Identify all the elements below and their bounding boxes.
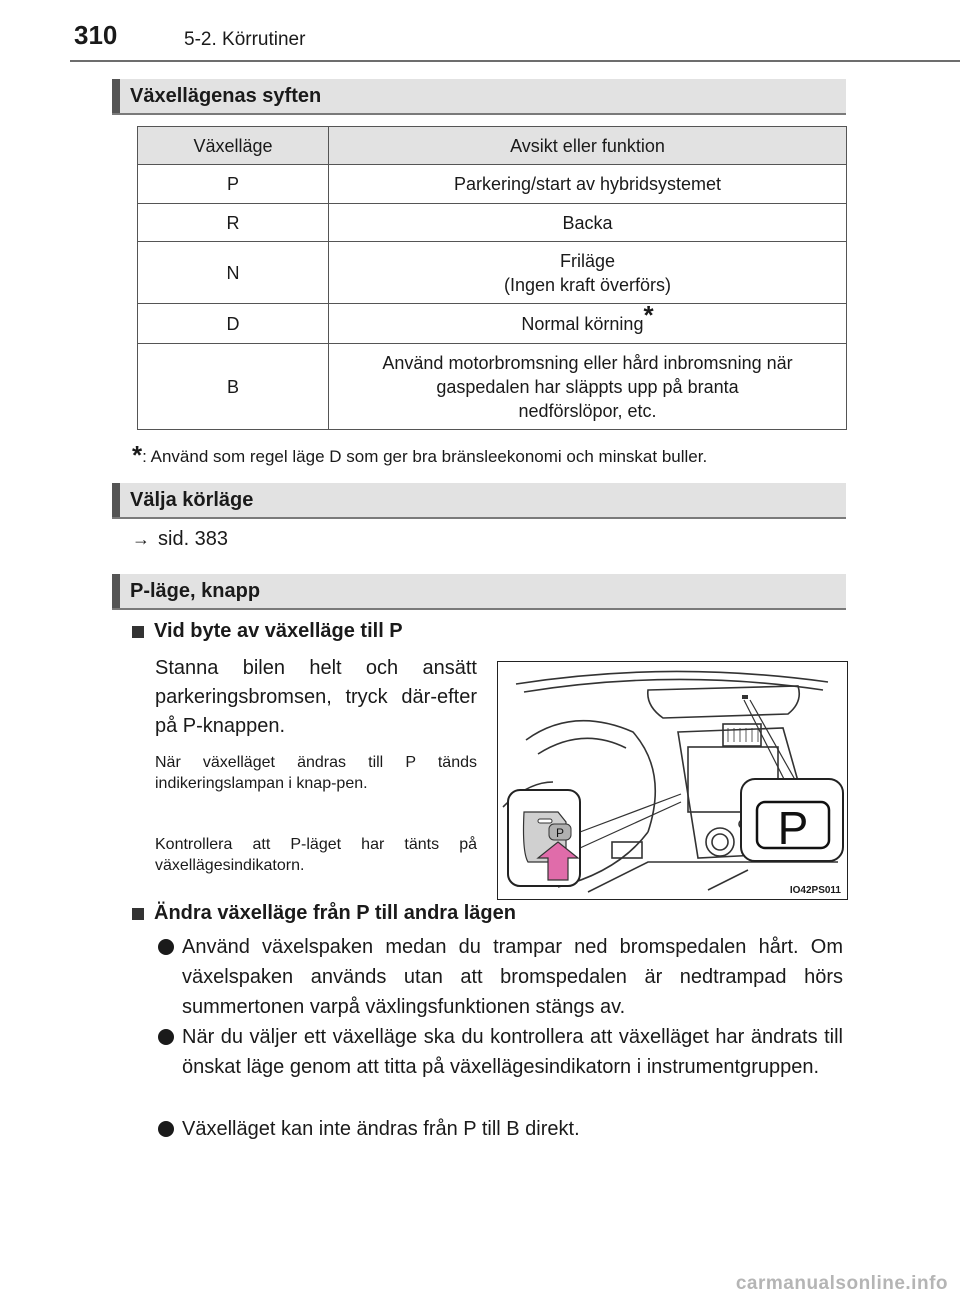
table-header-purpose: Avsikt eller funktion	[329, 127, 847, 165]
section-bar	[112, 79, 120, 113]
cell-line: Normal körning	[521, 313, 644, 334]
arrow-right-icon: →	[132, 529, 150, 549]
header-rule	[70, 60, 960, 62]
subheading-text: Vid byte av växelläge till P	[154, 620, 403, 642]
square-bullet-icon	[132, 908, 144, 920]
subheading-from-p	[132, 902, 516, 925]
cell-line: (Ingen kraft överförs)	[503, 274, 672, 295]
table-cell-gear: R	[138, 204, 329, 242]
table-row	[138, 344, 847, 430]
section-bar	[112, 483, 120, 517]
cell-line: gaspedalen har släppts upp på branta	[436, 376, 739, 397]
table-header-gear: Växelläge	[138, 127, 329, 165]
cell-line: Friläge	[559, 250, 616, 271]
section-bar	[112, 574, 120, 608]
bullet-dot-icon	[158, 1121, 174, 1137]
page-number: 310	[74, 20, 118, 50]
table-header-row	[138, 127, 847, 165]
bullet-dot-icon	[158, 939, 174, 955]
list-item-text: När du väljer ett växelläge ska du kontrollera att växelläget har ändrats till önskat läge genom att titta på växellägesindikatorn i instrumentgruppen.	[182, 1026, 843, 1078]
table-cell-gear: N	[138, 242, 329, 304]
section-heading-select-mode	[112, 483, 846, 519]
note-indicator-lamp: När växelläget ändras till P tänds indikeringslampan i knap-pen.	[155, 754, 477, 792]
list-item	[158, 932, 843, 1022]
table-row	[138, 165, 847, 204]
list-item	[158, 1022, 843, 1082]
bullet-dot-icon	[158, 1029, 174, 1045]
footnote-marker: *	[643, 299, 654, 330]
table-row	[138, 304, 847, 344]
instruction-text: Stanna bilen helt och ansätt parkeringsbromsen, tryck där-efter på P-knappen.	[155, 657, 477, 737]
small-p-label: P	[555, 826, 565, 840]
subheading-text: Ändra växelläge från P till andra lägen	[154, 902, 516, 924]
footnote	[132, 440, 707, 471]
subheading-to-p	[132, 620, 403, 643]
table-cell-purpose: Parkering/start av hybridsystemet	[329, 165, 847, 204]
cell-line: Använd motorbromsning eller hård inbromsning när	[382, 352, 793, 373]
gear-table	[137, 126, 847, 430]
footnote-star: *	[132, 440, 143, 470]
table-cell-gear: D	[138, 304, 329, 344]
watermark: carmanualsonline.info	[735, 1273, 948, 1294]
table-cell-gear: P	[138, 165, 329, 204]
table-cell-purpose	[329, 344, 847, 430]
table-cell-purpose: Backa	[329, 204, 847, 242]
cell-line: nedförslöpor, etc.	[518, 400, 657, 421]
list-item	[158, 1114, 843, 1144]
table-row	[138, 204, 847, 242]
table-row	[138, 242, 847, 304]
table-cell-purpose	[329, 299, 847, 344]
square-bullet-icon	[132, 626, 144, 638]
note-check-indicator: Kontrollera att P-läget har tänts på växellägesindikatorn.	[155, 836, 477, 874]
dashboard-drawing	[498, 662, 847, 899]
list-item-text: Växelläget kan inte ändras från P till B direkt.	[182, 1118, 580, 1140]
section-heading-gear-purpose	[112, 79, 846, 115]
list-item-text: Använd växelspaken medan du trampar ned bromspedalen hårt. Om växelspaken används utan att bromspedalen är nedtrampad hörs summertonen varpå växlingsfunktionen stängs av.	[182, 936, 843, 1018]
table-cell-gear: B	[138, 344, 329, 430]
footnote-text: : Använd som regel läge D som ger bra bränsleekonomi och minskat buller.	[142, 447, 708, 466]
section-heading-p-button	[112, 574, 846, 610]
chapter-title: 5-2. Körrutiner	[184, 29, 306, 50]
table-cell-purpose	[329, 242, 847, 304]
page-reference[interactable]	[132, 528, 228, 551]
dashboard-illustration	[497, 661, 848, 900]
reference-text: sid. 383	[158, 528, 229, 550]
section-title: P-läge, knapp	[130, 579, 261, 602]
big-p-label: P	[777, 802, 809, 854]
section-title: Växellägenas syften	[130, 84, 322, 107]
section-title: Välja körläge	[130, 488, 254, 511]
figure-code: IO42PS011	[789, 885, 841, 896]
